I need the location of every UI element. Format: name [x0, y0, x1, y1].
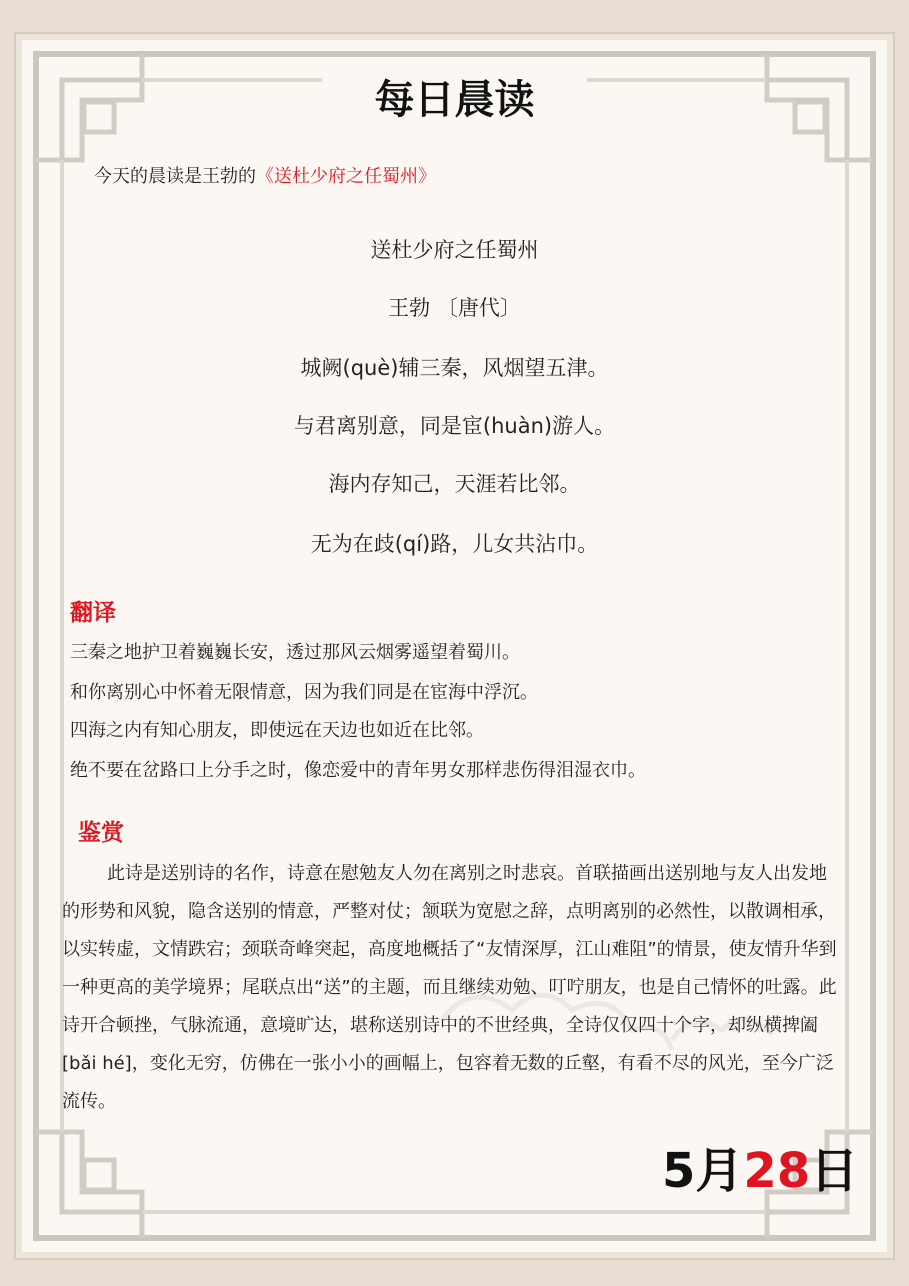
poem-line: 城阙(què)辅三秦，风烟望五津。 — [300, 356, 609, 380]
translation-line: 三秦之地护卫着巍巍长安，透过那风云烟雾遥望着蜀川。 — [70, 642, 520, 663]
poem-line: 海内存知己，天涯若比邻。 — [328, 472, 581, 496]
intro-poem-title: 《送杜少府之任蜀州》 — [256, 166, 436, 187]
translation-line: 和你离别心中怀着无限情意，因为我们同是在宦海中浮沉。 — [70, 682, 538, 703]
date-day: 28 — [743, 1143, 811, 1199]
date-day-unit: 日 — [810, 1143, 859, 1199]
translation-line: 四海之内有知心朋友，即使远在天边也如近在比邻。 — [70, 720, 484, 741]
intro-prefix: 今天的晨读是王勃的 — [94, 166, 256, 187]
poem-line: 无为在歧(qí)路，儿女共沾巾。 — [310, 532, 599, 556]
poem-title: 送杜少府之任蜀州 — [370, 238, 539, 262]
translation-line: 绝不要在岔路口上分手之时，像恋爱中的青年男女那样悲伤得泪湿衣巾。 — [70, 760, 646, 781]
date-stamp — [662, 1132, 858, 1201]
appreciation-body — [62, 855, 842, 1121]
poem-author: 王勃 〔唐代〕 — [388, 296, 521, 320]
page-title: 每日晨读 — [374, 77, 535, 123]
appreciation-heading: 鉴赏 — [78, 820, 124, 846]
date-month-unit: 月 — [695, 1143, 744, 1199]
appreciation-paragraph: 此诗是送别诗的名作，诗意在慰勉友人勿在离别之时悲哀。首联描画出送别地与友人出发地的形势和风貌，隐含送别的情意，严整对仗；颔联为宽慰之辞，点明离别的必然性，以散调相承，以实转虚，文情跌宕；颈联奇峰突起，高度地概括了“友情深厚，江山难阻”的情景，使友情升华到一种更高的美学境界；尾联点出“送”的主题，而且继续劝勉、叮咛朋友，也是自己情怀的吐露。此诗开合顿挫，气脉流通，意境旷达，堪称送别诗中的不世经典，全诗仅仅四十个字，却纵横捭阖[bǎi hé]，变化无穷，仿佛在一张小小的画幅上，包容着无数的丘壑，有看不尽的风光，至今广泛流传。 — [62, 863, 837, 1112]
intro-text — [94, 162, 436, 188]
translation-heading: 翻译 — [70, 600, 116, 626]
date-month: 5 — [662, 1143, 696, 1199]
poem-line: 与君离别意，同是宦(huàn)游人。 — [293, 414, 616, 438]
